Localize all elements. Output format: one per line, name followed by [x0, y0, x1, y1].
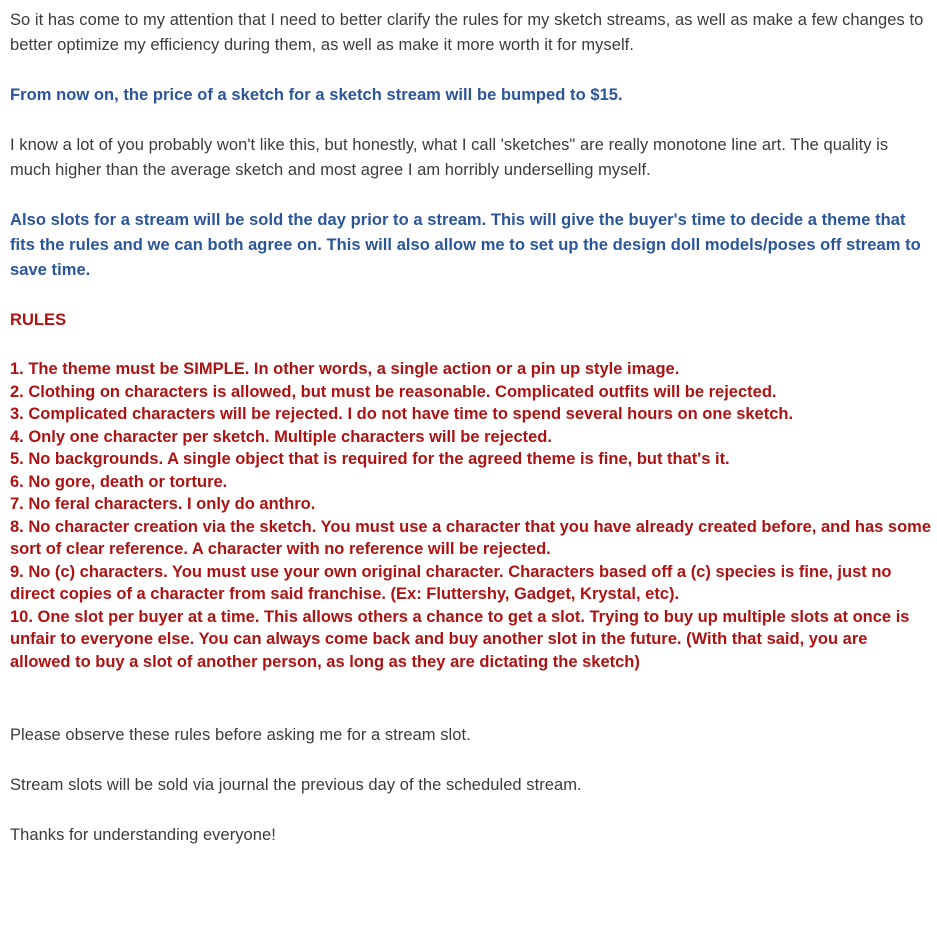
rule-item: 8. No character creation via the sketch. You must use a character that you have already created before, and has some sort of clear reference. A character with no reference will be rejected. [10, 517, 932, 558]
rule-item: 2. Clothing on characters is allowed, but must be reasonable. Complicated outfits will be rejected. [10, 382, 777, 401]
closing-line-thanks: Thanks for understanding everyone! [10, 826, 276, 844]
paragraph-spacer [10, 283, 931, 308]
section-spacer [10, 673, 931, 723]
rule-item: 9. No (c) characters. You must use your own original character. Characters based off a (c) species is fine, just no direct copies of a character from said franchise. (Ex: Fluttershy, Gadget, Krystal, etc). [10, 562, 892, 603]
rule-item: 6. No gore, death or torture. [10, 472, 228, 491]
paragraph-spacer [10, 748, 931, 773]
paragraph-spacer [10, 183, 931, 208]
rule-item: 5. No backgrounds. A single object that is required for the agreed theme is fine, but that's it. [10, 450, 730, 468]
paragraph-spacer [10, 798, 931, 823]
closing-block [10, 723, 931, 848]
price-notice-paragraph: From now on, the price of a sketch for a sketch stream will be bumped to $15. [10, 86, 623, 104]
rule-item: 7. No feral characters. I only do anthro. [10, 495, 316, 513]
intro-paragraph: So it has come to my attention that I need to better clarify the rules for my sketch streams, as well as make a few changes to better optimize my efficiency during them, as well as make it more worth it for myself. [10, 11, 924, 54]
rule-item: 10. One slot per buyer at a time. This allows others a chance to get a slot. Trying to buy up multiple slots at once is unfair to everyone else. You can always come back and buy another slot in the future. (With that said, you are allowed to buy a slot of another person, as long as they are dictating the sketch) [10, 607, 910, 671]
closing-line-slot-sales: Stream slots will be sold via journal the previous day of the scheduled stream. [10, 776, 582, 794]
rules-heading: RULES [10, 311, 67, 329]
quality-note-paragraph: I know a lot of you probably won't like this, but honestly, what I call 'sketches" are really monotone line art. The quality is much higher than the average sketch and most agree I am horribly underselling myself. [10, 136, 889, 179]
rules-list [10, 358, 931, 673]
rule-item: 3. Complicated characters will be rejected. I do not have time to spend several hours on one sketch. [10, 405, 794, 423]
rule-item: 4. Only one character per sketch. Multiple characters will be rejected. [10, 427, 552, 446]
paragraph-spacer [10, 58, 931, 83]
paragraph-spacer [10, 333, 931, 358]
paragraph-spacer [10, 108, 931, 133]
rule-item: 1. The theme must be SIMPLE. In other words, a single action or a pin up style image. [10, 360, 680, 378]
closing-line-observe-rules: Please observe these rules before asking me for a stream slot. [10, 726, 471, 744]
slots-notice-paragraph: Also slots for a stream will be sold the day prior to a stream. This will give the buyer's time to decide a theme that fits the rules and we can both agree on. This will also allow me to set up the design doll models/poses off stream to save time. [10, 211, 921, 279]
